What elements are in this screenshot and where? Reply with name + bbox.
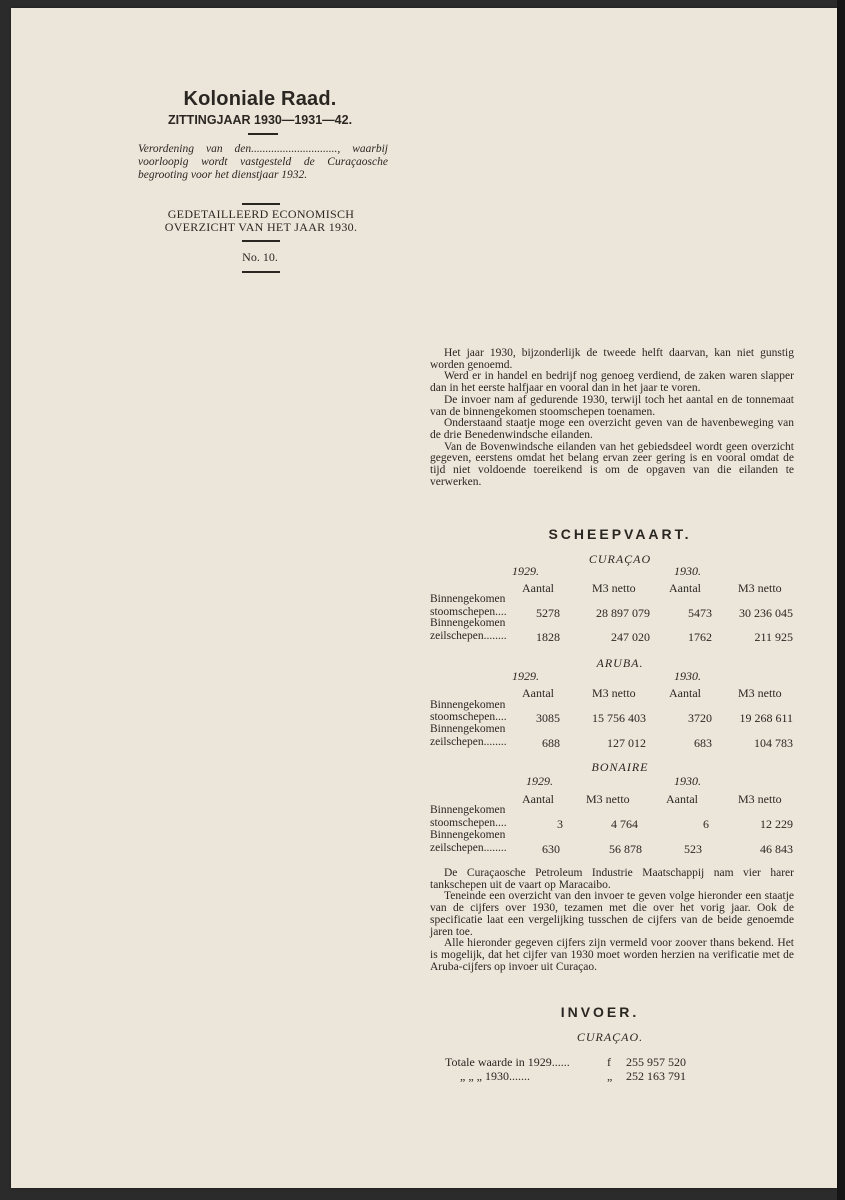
region-bonaire: BONAIRE bbox=[591, 760, 649, 774]
table-cell: 5473 bbox=[688, 606, 712, 620]
table-cell: 630 bbox=[542, 842, 560, 856]
table-cell: 3085 bbox=[536, 711, 560, 725]
year-1930: 1930. bbox=[674, 774, 701, 788]
year-1930: 1930. bbox=[674, 669, 701, 683]
table-cell: 5278 bbox=[536, 606, 560, 620]
table-cell: 1762 bbox=[688, 630, 712, 644]
divider-2 bbox=[242, 203, 280, 205]
year-1929: 1929. bbox=[512, 669, 539, 683]
invoer-row-currency: „ bbox=[607, 1069, 613, 1083]
scheepvaart-title: SCHEEPVAART. bbox=[548, 526, 692, 542]
row-label: Binnengekomen bbox=[430, 804, 506, 816]
paragraph: De Curaçaosche Petroleum Industrie Maatschappij nam vier harer tankschepen uit de vaart op Maracaibo. bbox=[430, 867, 794, 891]
col-aantal: Aantal bbox=[669, 581, 701, 595]
row-label: Binnengekomen bbox=[430, 593, 506, 605]
year-1929: 1929. bbox=[512, 564, 539, 578]
col-aantal: Aantal bbox=[522, 581, 554, 595]
paragraph: Alle hieronder gegeven cijfers zijn vermeld voor zoover thans bekend. Het is mogelijk, dat het cijfer van 1930 moet worden herzien na verificatie met de Aruba-cijfers op invoer uit Curaçao. bbox=[430, 937, 794, 973]
middle-text bbox=[430, 868, 794, 973]
table-cell: 688 bbox=[542, 736, 560, 750]
invoer-row-label: Totale waarde in 1929...... bbox=[445, 1055, 570, 1069]
paragraph: Het jaar 1930, bijzonderlijk de tweede helft daarvan, kan niet gunstig worden genoemd. bbox=[430, 347, 794, 371]
scan-edge bbox=[837, 0, 845, 1200]
table-cell: 30 236 045 bbox=[739, 606, 793, 620]
col-aantal: Aantal bbox=[522, 686, 554, 700]
table-cell: 3720 bbox=[688, 711, 712, 725]
document-number: No. 10. bbox=[242, 250, 278, 264]
col-m3: M3 netto bbox=[592, 686, 636, 700]
table-cell: 523 bbox=[684, 842, 702, 856]
paragraph: Werd er in handel en bedrijf nog genoeg verdiend, de zaken waren slapper dan in het eerste halfjaar en vooral dan in het jaar te voren. bbox=[430, 370, 794, 395]
row-label-stoom: stoomschepen.... bbox=[430, 817, 507, 829]
col-m3: M3 netto bbox=[592, 581, 636, 595]
year-1930: 1930. bbox=[674, 564, 701, 578]
row-label-stoom: stoomschepen.... bbox=[430, 711, 507, 723]
divider-3 bbox=[242, 240, 280, 242]
table-cell: 19 268 611 bbox=[739, 711, 793, 725]
row-label-zeil: zeilschepen........ bbox=[430, 630, 507, 642]
divider-1 bbox=[248, 133, 278, 135]
col-aantal: Aantal bbox=[669, 686, 701, 700]
row-label-zeil: zeilschepen........ bbox=[430, 736, 507, 748]
table-cell: 683 bbox=[694, 736, 712, 750]
paragraph: Onderstaand staatje moge een overzicht geven van de havenbeweging van de drie Benedenwindsche eilanden. bbox=[430, 417, 794, 441]
invoer-row-value: 252 163 791 bbox=[626, 1069, 686, 1083]
row-label: Binnengekomen bbox=[430, 829, 506, 841]
paragraph: Teneinde een overzicht van den invoer te geven volge hieronder een staatje van de cijfers over 1930, tezamen met die over het vorig jaar. Ook de specificatie laat een vergelijking tusschen de cijfers van de beide genoemde jaren toe. bbox=[430, 890, 794, 938]
region-aruba: ARUBA. bbox=[596, 656, 644, 670]
col-m3: M3 netto bbox=[738, 581, 782, 595]
table-cell: 56 878 bbox=[609, 842, 642, 856]
table-cell: 3 bbox=[557, 817, 563, 831]
table-cell: 15 756 403 bbox=[592, 711, 646, 725]
intro-text bbox=[430, 348, 794, 488]
table-cell: 6 bbox=[703, 817, 709, 831]
invoer-title: INVOER. bbox=[560, 1004, 640, 1020]
invoer-row-currency: f bbox=[607, 1055, 611, 1069]
row-label-zeil: zeilschepen........ bbox=[430, 842, 507, 854]
row-label-stoom: stoomschepen.... bbox=[430, 606, 507, 618]
col-m3: M3 netto bbox=[738, 686, 782, 700]
col-aantal: Aantal bbox=[666, 792, 698, 806]
row-label: Binnengekomen bbox=[430, 699, 506, 711]
divider-4 bbox=[242, 271, 280, 273]
report-heading-line2: OVERZICHT VAN HET JAAR 1930. bbox=[164, 220, 358, 234]
report-heading bbox=[130, 208, 392, 234]
table-cell: 247 020 bbox=[611, 630, 650, 644]
table-cell: 211 925 bbox=[754, 630, 793, 644]
col-m3: M3 netto bbox=[586, 792, 630, 806]
col-aantal: Aantal bbox=[522, 792, 554, 806]
invoer-row-label: „ „ „ 1930....... bbox=[460, 1069, 530, 1083]
table-cell: 46 843 bbox=[760, 842, 793, 856]
row-label: Binnengekomen bbox=[430, 723, 506, 735]
invoer-region: CURAÇAO. bbox=[576, 1030, 644, 1044]
col-m3: M3 netto bbox=[738, 792, 782, 806]
report-heading-line1: GEDETAILLEERD ECONOMISCH bbox=[167, 207, 355, 221]
verordening-text: Verordening van den.............................., waarbij voorloopig wordt vastgesteld de Curaçaosche begrooting voor het dienstjaar 1932. bbox=[138, 143, 388, 181]
document-title: Koloniale Raad. bbox=[183, 88, 337, 110]
table-cell: 4 764 bbox=[611, 817, 638, 831]
row-label: Binnengekomen bbox=[430, 617, 506, 629]
table-cell: 127 012 bbox=[607, 736, 646, 750]
invoer-row-value: 255 957 520 bbox=[626, 1055, 686, 1069]
table-cell: 104 783 bbox=[754, 736, 793, 750]
session-year: ZITTINGJAAR 1930—1931—42. bbox=[167, 113, 353, 127]
year-1929: 1929. bbox=[526, 774, 553, 788]
paragraph: Van de Bovenwindsche eilanden van het gebiedsdeel wordt geen overzicht gegeven, eerstens omdat het belang ervan zeer gering is en vooral omdat de tijd niet voldoende toereikend is om de opgaven van die eilanden te verwerken. bbox=[430, 440, 794, 488]
paragraph: De invoer nam af gedurende 1930, terwijl toch het aantal en de tonnemaat van de binnengekomen stoomschepen toenamen. bbox=[430, 393, 794, 418]
table-cell: 28 897 079 bbox=[596, 606, 650, 620]
document-page bbox=[11, 8, 837, 1188]
region-curacao: CURAÇAO bbox=[588, 552, 652, 566]
table-cell: 12 229 bbox=[760, 817, 793, 831]
table-cell: 1828 bbox=[536, 630, 560, 644]
